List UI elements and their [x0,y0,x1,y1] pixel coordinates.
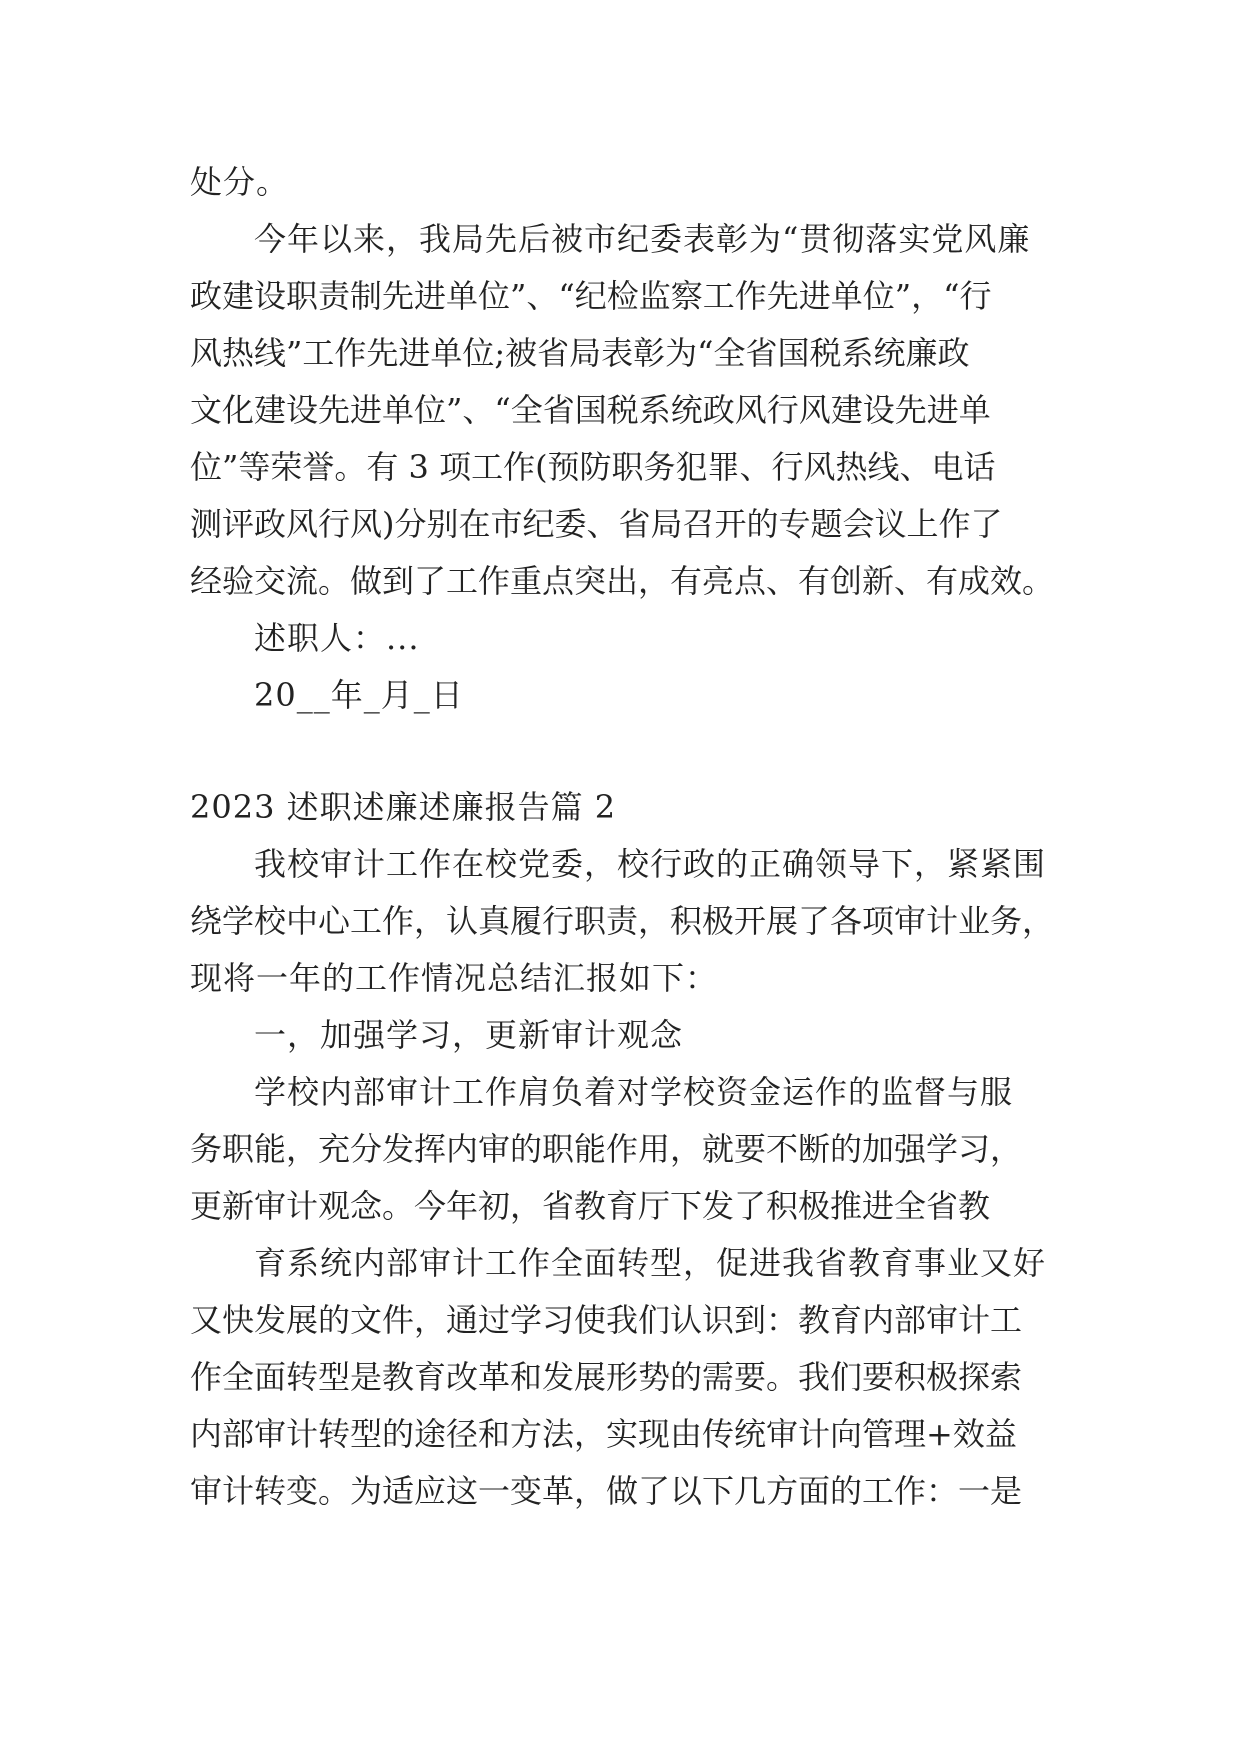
text-line: 审计转变。为适应这一变革，做了以下几方面的工作：一是 [190,1472,1023,1510]
paragraph-start: 今年以来，我局先后被市纪委表彰为“贯彻落实党风廉 [254,220,1031,258]
text-line: 更新审计观念。今年初，省教育厅下发了积极推进全省教 [190,1187,991,1225]
paragraph-start: 我校审计工作在校党委，校行政的正确领导下，紧紧围 [254,845,1047,883]
text-line: 务职能，充分发挥内审的职能作用，就要不断的加强学习， [190,1130,1023,1168]
text-line: 内部审计转型的途径和方法，实现由传统审计向管理+效益 [190,1415,1017,1453]
text-line: 现将一年的工作情况总结汇报如下： [190,959,719,997]
text-line: 处分。 [190,163,290,201]
paragraph-start: 育系统内部审计工作全面转型，促进我省教育事业又好 [254,1244,1047,1282]
text-line: 经验交流。做到了工作重点突出，有亮点、有创新、有成效。 [190,562,1055,600]
section-heading: 2023 述职述廉述廉报告篇 2 [190,788,617,826]
text-line: 风热线”工作先进单位;被省局表彰为“全省国税系统廉政 [190,334,970,372]
subheading: 一，加强学习，更新审计观念 [254,1016,684,1054]
text-line: 文化建设先进单位”、“全省国税系统政风行风建设先进单 [190,391,991,429]
date-line: 20__年_月_日 [254,676,464,714]
text-line: 绕学校中心工作，认真履行职责，积极开展了各项审计业务， [190,902,1055,940]
text-line: 位”等荣誉。有 3 项工作(预防职务犯罪、行风热线、电话 [190,448,996,486]
text-line: 测评政风行风)分别在市纪委、省局召开的专题会议上作了 [190,505,1003,543]
paragraph-start: 学校内部审计工作肩负着对学校资金运作的监督与服 [254,1073,1014,1111]
text-line: 政建设职责制先进单位”、“纪检监察工作先进单位”，“行 [190,277,992,315]
text-line: 作全面转型是教育改革和发展形势的需要。我们要积极探索 [190,1358,1023,1396]
text-line: 又快发展的文件，通过学习使我们认识到：教育内部审计工 [190,1301,1023,1339]
signature-line: 述职人：... [254,619,420,657]
